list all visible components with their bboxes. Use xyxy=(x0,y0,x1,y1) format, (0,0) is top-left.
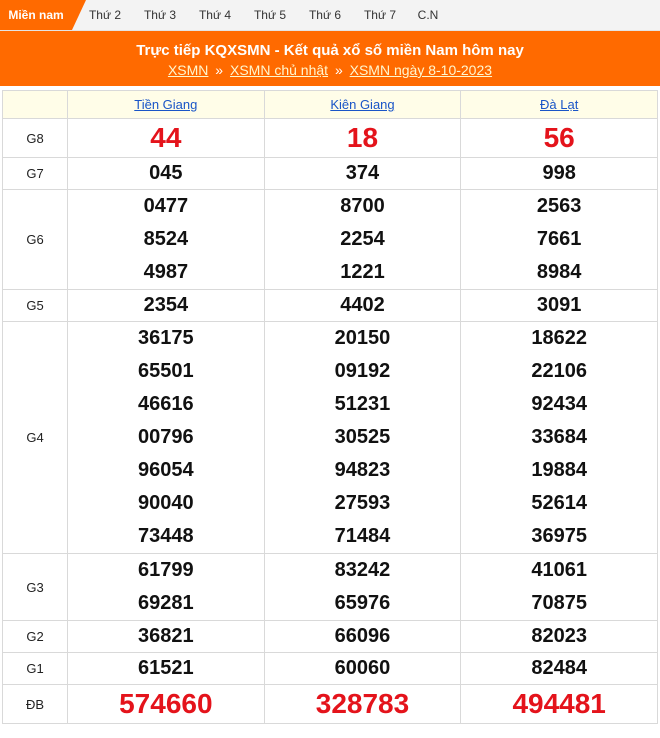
prize-cell xyxy=(264,119,461,158)
breadcrumb-xsmn[interactable]: XSMN xyxy=(167,62,209,78)
prize-cell xyxy=(461,290,658,322)
tab-thu-2[interactable]: Thứ 2 xyxy=(88,8,122,22)
prize-number: 73448 xyxy=(138,525,194,547)
breadcrumb-xsmn-date[interactable]: XSMN ngày 8-10-2023 xyxy=(349,62,493,78)
prize-cell xyxy=(461,653,658,685)
region-tab-bar xyxy=(0,0,660,31)
prize-cell xyxy=(264,685,461,724)
prize-cell xyxy=(461,119,658,158)
prize-number: 045 xyxy=(149,162,183,184)
prize-number: 3091 xyxy=(536,294,582,316)
prize-number: 574660 xyxy=(119,688,213,719)
prize-cell xyxy=(68,621,265,653)
prize-number: 41061 xyxy=(531,559,587,581)
table-header-row xyxy=(3,91,658,119)
prize-row-g8 xyxy=(3,119,658,158)
prize-number: 33684 xyxy=(531,426,587,448)
prize-cell xyxy=(461,554,658,621)
prize-number: 82484 xyxy=(531,657,587,679)
prize-number: 0477 xyxy=(143,195,189,217)
prize-row-g2 xyxy=(3,621,658,653)
prize-column-header xyxy=(3,91,68,119)
prize-label: G3 xyxy=(3,554,68,621)
prize-number: 36175 xyxy=(138,327,194,349)
province-link-kien-giang[interactable]: Kiên Giang xyxy=(330,97,395,112)
prize-row-g4 xyxy=(3,322,658,554)
prize-label: G2 xyxy=(3,621,68,653)
prize-number: 94823 xyxy=(334,459,391,481)
prize-number: 60060 xyxy=(334,657,391,679)
prize-cell xyxy=(264,554,461,621)
prize-cell xyxy=(264,621,461,653)
prize-number: 7661 xyxy=(536,228,582,250)
prize-number: 90040 xyxy=(138,492,194,514)
tab-mien-nam[interactable]: Miền nam xyxy=(0,0,72,30)
prize-row-g7 xyxy=(3,158,658,190)
prize-number: 36975 xyxy=(531,525,587,547)
tab-thu-4[interactable]: Thứ 4 xyxy=(198,8,232,22)
tab-thu-3[interactable]: Thứ 3 xyxy=(143,8,177,22)
prize-number: 2354 xyxy=(143,294,189,316)
prize-number: 61521 xyxy=(138,657,194,679)
breadcrumb-xsmn-chu-nhat[interactable]: XSMN chủ nhật xyxy=(229,62,329,78)
prize-number: 61799 xyxy=(138,559,194,581)
prize-cell xyxy=(68,685,265,724)
prize-number: 36821 xyxy=(138,625,194,647)
prize-cell xyxy=(461,158,658,190)
prize-number: 69281 xyxy=(138,592,194,614)
prize-cell xyxy=(68,158,265,190)
prize-number: 96054 xyxy=(138,459,194,481)
prize-number: 4987 xyxy=(143,261,189,283)
prize-number: 18 xyxy=(346,122,379,153)
prize-cell xyxy=(461,621,658,653)
prize-number: 56 xyxy=(543,122,575,153)
prize-number: 8984 xyxy=(536,261,582,283)
prize-number: 65976 xyxy=(334,592,391,614)
prize-number: 65501 xyxy=(138,360,194,382)
prize-number: 19884 xyxy=(531,459,587,481)
prize-row-db xyxy=(3,685,658,724)
prize-cell xyxy=(264,158,461,190)
prize-row-g5 xyxy=(3,290,658,322)
results-table xyxy=(2,90,658,724)
prize-number: 4402 xyxy=(340,294,385,316)
prize-row-g3 xyxy=(3,554,658,621)
prize-number: 998 xyxy=(542,162,576,184)
prize-number: 82023 xyxy=(531,625,587,647)
prize-cell xyxy=(461,685,658,724)
prize-number: 18622 xyxy=(531,327,587,349)
prize-cell xyxy=(264,653,461,685)
tab-chu-nhat[interactable]: C.N xyxy=(417,8,439,22)
province-link-tien-giang[interactable]: Tiền Giang xyxy=(134,97,198,112)
prize-number: 27593 xyxy=(334,492,391,514)
prize-number: 328783 xyxy=(315,688,410,719)
breadcrumb xyxy=(0,61,660,79)
prize-number: 51231 xyxy=(334,393,391,415)
prize-cell xyxy=(461,322,658,554)
prize-row-g6 xyxy=(3,190,658,290)
prize-cell xyxy=(264,290,461,322)
page-banner xyxy=(0,31,660,86)
prize-number: 52614 xyxy=(531,492,587,514)
prize-number: 22106 xyxy=(531,360,587,382)
prize-number: 494481 xyxy=(512,688,606,719)
prize-number: 00796 xyxy=(138,426,194,448)
prize-number: 2254 xyxy=(340,228,385,250)
prize-label: G8 xyxy=(3,119,68,158)
prize-label: G4 xyxy=(3,322,68,554)
prize-number: 66096 xyxy=(334,625,391,647)
prize-cell xyxy=(68,554,265,621)
prize-label: G7 xyxy=(3,158,68,190)
prize-rows xyxy=(3,119,658,724)
province-link-da-lat[interactable]: Đà Lạt xyxy=(540,97,579,112)
prize-cell xyxy=(68,653,265,685)
province-header-da-lat xyxy=(461,91,658,119)
prize-label: G6 xyxy=(3,190,68,290)
prize-number: 374 xyxy=(345,162,380,184)
prize-number: 2563 xyxy=(536,195,582,217)
prize-number: 8700 xyxy=(340,195,385,217)
province-header-tien-giang xyxy=(68,91,265,119)
prize-number: 83242 xyxy=(334,559,391,581)
prize-number: 46616 xyxy=(138,393,194,415)
tab-thu-5[interactable]: Thứ 5 xyxy=(253,8,287,22)
tab-thu-6[interactable]: Thứ 6 xyxy=(308,8,342,22)
tab-thu-7[interactable]: Thứ 7 xyxy=(363,8,397,22)
prize-number: 71484 xyxy=(334,525,391,547)
prize-number: 20150 xyxy=(334,327,391,349)
prize-cell xyxy=(264,322,461,554)
prize-cell xyxy=(264,190,461,290)
prize-number: 44 xyxy=(150,122,182,153)
prize-number: 1221 xyxy=(340,261,385,283)
prize-cell xyxy=(68,290,265,322)
prize-cell xyxy=(68,322,265,554)
breadcrumb-separator: » xyxy=(334,62,343,78)
prize-row-g1 xyxy=(3,653,658,685)
prize-number: 30525 xyxy=(334,426,391,448)
province-header-kien-giang xyxy=(264,91,461,119)
prize-cell xyxy=(461,190,658,290)
prize-number: 70875 xyxy=(531,592,587,614)
prize-label: G5 xyxy=(3,290,68,322)
prize-number: 09192 xyxy=(334,360,391,382)
prize-label: G1 xyxy=(3,653,68,685)
prize-number: 92434 xyxy=(531,393,587,415)
page-title: Trực tiếp KQXSMN - Kết quả xổ số miền Nam hôm nay xyxy=(136,42,524,59)
prize-label: ĐB xyxy=(3,685,68,724)
prize-cell xyxy=(68,119,265,158)
prize-number: 8524 xyxy=(143,228,189,250)
breadcrumb-separator: » xyxy=(215,62,224,78)
prize-cell xyxy=(68,190,265,290)
